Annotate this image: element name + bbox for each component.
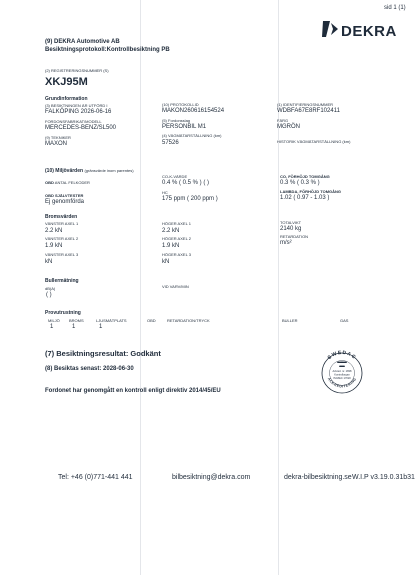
co-forhojd-value: 0.3 % ( 0.3 % )	[280, 180, 320, 186]
brake-left-value: 1.9 kN	[45, 243, 63, 249]
buller-unit-label: dB(A)	[45, 286, 56, 291]
field-label: HISTORIK VÄGMÄTARSTÄLLNING (km)	[277, 139, 351, 144]
footer-version: W.I.P v3.19.0.31b31	[352, 474, 415, 481]
field-label: (9) TEKNIKER	[45, 135, 71, 140]
result-heading: (7) Besiktningsresultat: Godkänt	[45, 349, 161, 358]
obd-label: OBD SJÄLVTESTER	[45, 193, 84, 198]
brake-right-label: HÖGER AXEL 1	[162, 221, 191, 226]
seal-word-top: SWEDAC	[326, 349, 358, 362]
field-value: MGRÖN	[277, 124, 300, 130]
brake-right-label: HÖGER AXEL 2	[162, 236, 191, 241]
provutrustning-label: BROMS	[69, 318, 84, 323]
retardation-label: RETARDATION	[280, 234, 309, 239]
footer-phone: Tel: +46 (0)771-441 441	[58, 474, 133, 481]
co-label: CO-K-VÄRDE	[162, 174, 188, 179]
field-label: (5) Fordonsslag	[162, 118, 191, 123]
field-value: WDBFA67E8RF102411	[277, 108, 340, 114]
section-heading-bromsvarden: Bromsvärden	[45, 214, 78, 220]
totalvikt-label: TOTALVIKT	[280, 220, 302, 225]
field-label: FORDONSFABRIKAT/MODELL	[45, 119, 102, 124]
seal-word-bottom: ACKREDITERING	[326, 377, 358, 389]
svg-text:SWEDAC	[327, 350, 358, 361]
page-number: sid 1 (1)	[384, 5, 406, 11]
fold-line	[278, 0, 279, 575]
field-value: 57526	[162, 140, 179, 146]
dekra-logo-icon	[321, 20, 339, 38]
co-forhojd-label: CO, FÖRHÖJD TOMGÅNG	[280, 174, 330, 179]
totalvikt-value: 2140 kg	[280, 226, 302, 232]
footer-web[interactable]: dekra-bilbesiktning.se	[284, 474, 352, 481]
provutrustning-value: 1	[50, 324, 54, 330]
section-heading-bullermatning: Bullermätning	[45, 278, 79, 284]
brake-left-label: VÄNSTER AXEL 3	[45, 252, 79, 257]
section-heading-provutrustning: Provutrustning	[45, 310, 81, 316]
seal-line1: Ackred. nr. 1838	[332, 370, 352, 373]
field-value: MAKON260616154524	[162, 108, 225, 114]
provutrustning-label: BULLER	[282, 318, 298, 323]
buller-value: ( )	[46, 292, 52, 298]
co-value: 0.4 % ( 0.5 % ) ( )	[162, 180, 210, 186]
field-value: FALKÖPING 2026-06-16	[45, 109, 112, 115]
provutrustning-value: 1	[72, 324, 76, 330]
seal-line3: ISO/IEC 17020	[333, 377, 351, 380]
provutrustning-label: GAS	[340, 318, 349, 323]
directive-statement: Fordonet har genomgått en kontroll enligt direktiv 2014/45/EU	[45, 388, 221, 394]
brake-left-value: kN	[45, 259, 53, 265]
fold-line	[140, 0, 141, 575]
lambda-value: 1.02 ( 0.97 - 1.03 )	[280, 195, 330, 201]
brake-left-value: 2.2 kN	[45, 228, 63, 234]
lambda-label: LAMBDA, FÖRHÖJD TOMGÅNG	[280, 189, 342, 194]
field-value: MAXON	[45, 141, 68, 147]
seal-line2: Kontrollorgan	[334, 373, 350, 377]
brake-right-label: HÖGER AXEL 3	[162, 252, 191, 257]
provutrustning-label: OBD	[147, 318, 156, 323]
footer-email[interactable]: bilbesiktning@dekra.com	[172, 474, 251, 481]
registration-label: (2) REGISTRERINGSNUMMER (S)	[45, 68, 109, 73]
protocol-title: Besiktningsprotokoll:Kontrollbesiktning PB	[45, 47, 170, 53]
brake-left-label: VÄNSTER AXEL 2	[45, 236, 79, 241]
retardation-value: m/s²	[280, 240, 292, 246]
felkoder-label: OBD ANTAL FELKODER	[45, 180, 90, 185]
swedac-seal-icon	[320, 345, 364, 401]
brake-right-value: 1.9 kN	[162, 243, 180, 249]
provutrustning-value: 1	[99, 324, 103, 330]
company-line: (9) DEKRA Automotive AB	[45, 39, 120, 45]
field-label: (3) BESIKTNINGEN ÄR UTFÖRD I	[45, 103, 108, 108]
brand-name: DEKRA	[341, 23, 397, 40]
provutrustning-label: MILJÖ	[48, 318, 60, 323]
hc-label: HC	[162, 190, 168, 195]
section-heading-miljovarden: (10) Miljövärden (gränsvärde inom parentes)	[45, 168, 134, 174]
brake-right-value: kN	[162, 259, 170, 265]
registration-number: XKJ95M	[45, 76, 88, 88]
varv-label: VID VARV/MIN	[162, 284, 189, 289]
brake-left-label: VÄNSTER AXEL 1	[45, 221, 79, 226]
section-heading-grundinformation: Grundinformation	[45, 96, 88, 102]
brake-right-value: 2.2 kN	[162, 228, 180, 234]
field-label: (4) VÄGMÄTARSTÄLLNING (km)	[162, 133, 222, 138]
hc-value: 175 ppm ( 200 ppm )	[162, 196, 218, 202]
field-label: (10) PROTOKOLLID	[162, 102, 199, 107]
seal-crowns	[337, 361, 347, 367]
field-value: PERSONBIL M1	[162, 124, 207, 130]
field-label: (1) IDENTIFIERINGSNUMMER	[277, 102, 333, 107]
field-value: MERCEDES-BENZ/SL500	[45, 125, 117, 131]
obd-value: Ej genomförda	[45, 199, 85, 205]
provutrustning-label: LJUSMÄTPLATS	[96, 318, 127, 323]
provutrustning-label: RETARDATION/TRYCK	[167, 318, 210, 323]
next-inspection: (8) Besiktas senast: 2028-06-30	[45, 366, 134, 372]
field-label: FÄRG	[277, 118, 289, 123]
